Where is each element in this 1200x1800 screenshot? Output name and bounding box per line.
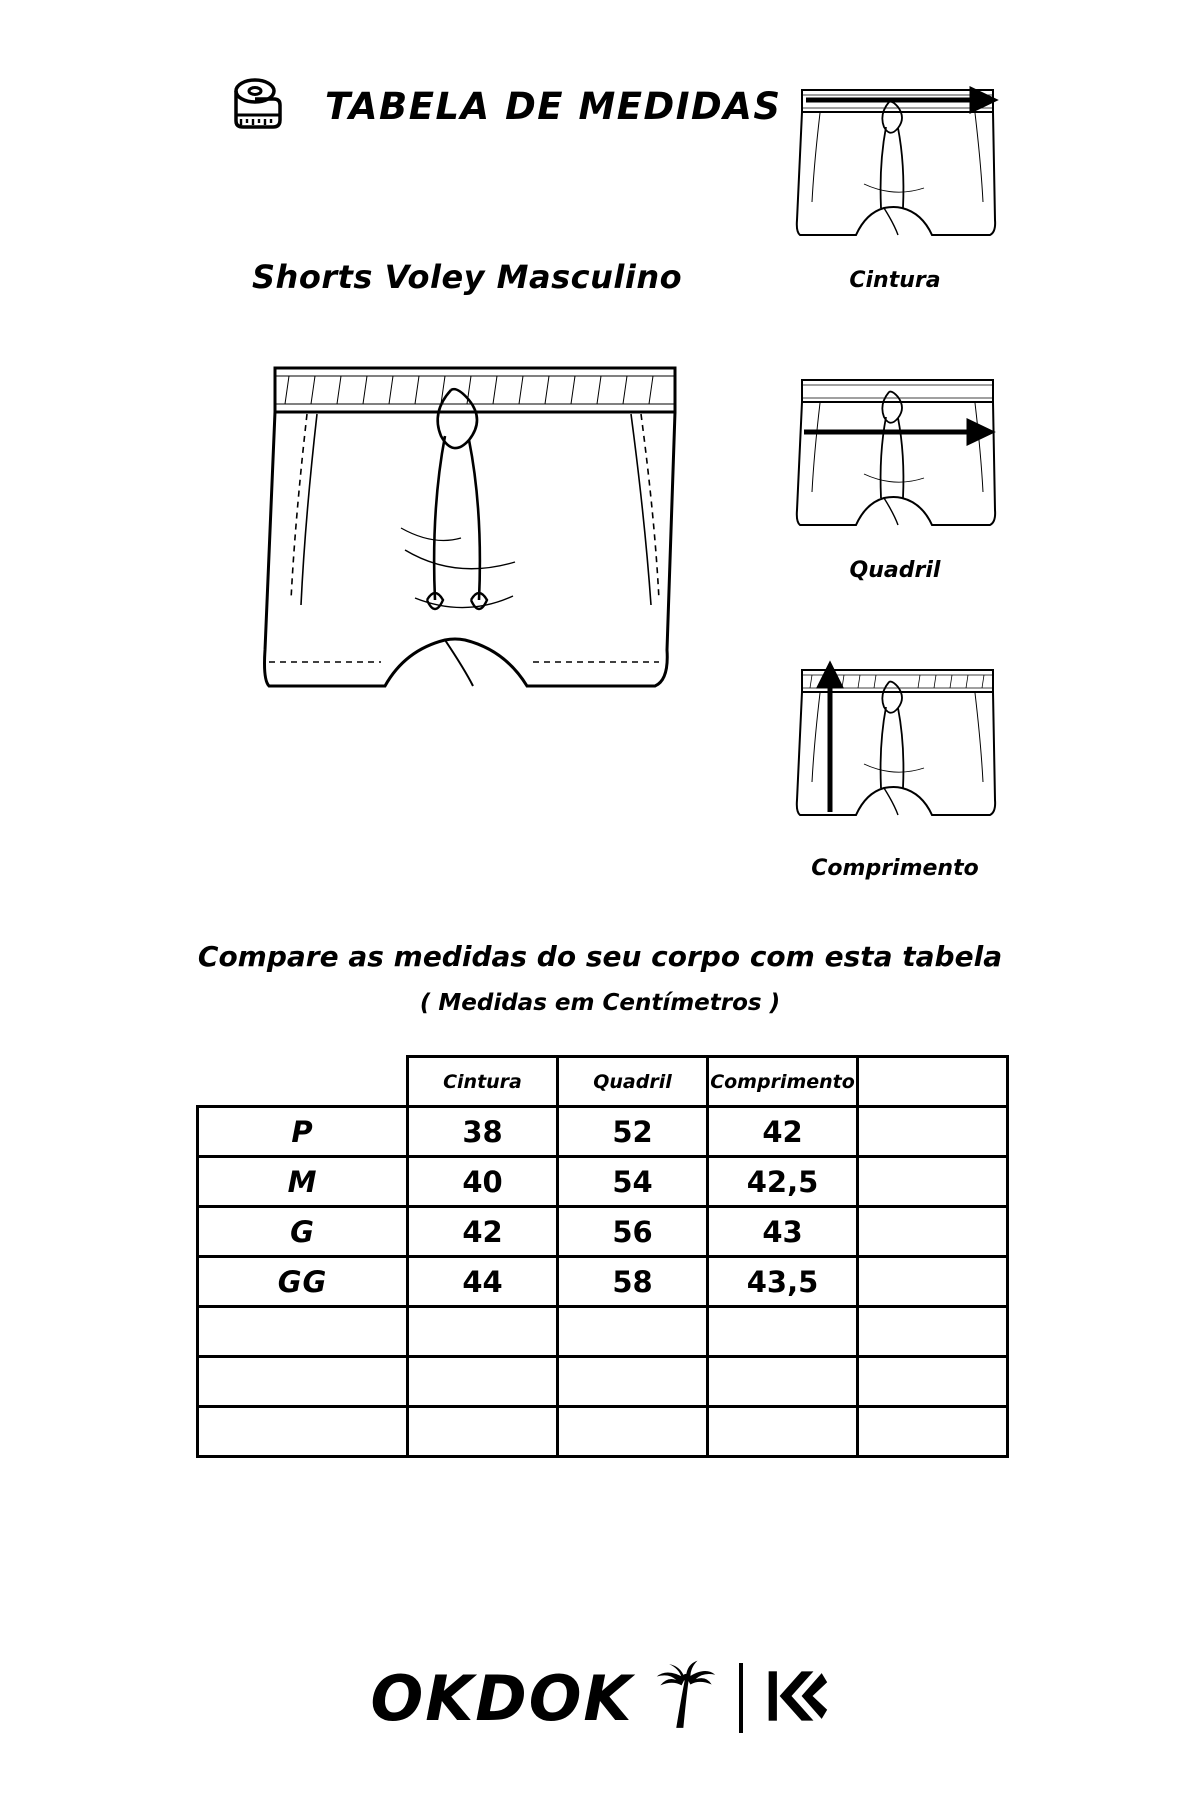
cell-size: M <box>198 1157 408 1207</box>
cell-comprimento <box>708 1407 858 1457</box>
thumb-label-cintura: Cintura <box>849 268 941 293</box>
cell-comprimento: 42,5 <box>708 1157 858 1207</box>
table-row <box>198 1407 1008 1457</box>
cell-quadril: 56 <box>558 1207 708 1257</box>
table-header-cintura: Cintura <box>408 1057 558 1107</box>
cell-size: G <box>198 1207 408 1257</box>
cell-extra <box>858 1407 1008 1457</box>
cell-cintura: 42 <box>408 1207 558 1257</box>
cell-cintura <box>408 1357 558 1407</box>
cell-cintura: 40 <box>408 1157 558 1207</box>
cell-extra <box>858 1357 1008 1407</box>
cell-size <box>198 1407 408 1457</box>
size-table <box>196 1055 1009 1458</box>
cell-cintura: 38 <box>408 1107 558 1157</box>
measuring-tape-icon <box>225 75 299 137</box>
product-title: Shorts Voley Masculino <box>252 258 683 296</box>
cell-comprimento: 43,5 <box>708 1257 858 1307</box>
table-header-comprimento: Comprimento <box>708 1057 858 1107</box>
cell-comprimento: 43 <box>708 1207 858 1257</box>
cell-extra <box>858 1157 1008 1207</box>
shorts-front-view-illustration <box>255 350 695 750</box>
cell-cintura <box>408 1307 558 1357</box>
cell-comprimento: 42 <box>708 1107 858 1157</box>
footer-divider <box>739 1663 743 1733</box>
compare-instruction: Compare as medidas do seu corpo com esta tabela <box>197 940 1003 973</box>
table-row <box>198 1257 1008 1307</box>
table-header-row <box>198 1057 1008 1107</box>
page-title: TABELA DE MEDIDAS <box>325 84 782 128</box>
cell-extra <box>858 1257 1008 1307</box>
units-note: ( Medidas em Centímetros ) <box>419 990 781 1016</box>
table-row <box>198 1107 1008 1157</box>
cell-quadril <box>558 1357 708 1407</box>
thumb-label-comprimento: Comprimento <box>811 856 979 881</box>
cell-size: GG <box>198 1257 408 1307</box>
table-header-corner <box>198 1057 408 1107</box>
cell-quadril: 58 <box>558 1257 708 1307</box>
table-header-quadril: Quadril <box>558 1057 708 1107</box>
okdok-monogram-icon <box>765 1664 829 1732</box>
cell-cintura <box>408 1407 558 1457</box>
cell-comprimento <box>708 1307 858 1357</box>
cell-extra <box>858 1107 1008 1157</box>
cell-quadril: 54 <box>558 1157 708 1207</box>
table-row <box>198 1157 1008 1207</box>
shorts-hip-measure-illustration <box>790 370 1005 545</box>
brand-name: OKDOK <box>370 1661 634 1735</box>
cell-quadril: 52 <box>558 1107 708 1157</box>
footer <box>0 1660 1200 1736</box>
cell-quadril <box>558 1407 708 1457</box>
shorts-waist-measure-illustration <box>790 80 1005 255</box>
cell-cintura: 44 <box>408 1257 558 1307</box>
cell-extra <box>858 1207 1008 1257</box>
cell-comprimento <box>708 1357 858 1407</box>
cell-extra <box>858 1307 1008 1357</box>
thumb-label-quadril: Quadril <box>849 558 941 583</box>
cell-quadril <box>558 1307 708 1357</box>
table-header-extra <box>858 1057 1008 1107</box>
size-table-wrapper <box>196 1055 1006 1458</box>
cell-size <box>198 1307 408 1357</box>
cell-size <box>198 1357 408 1407</box>
table-row <box>198 1207 1008 1257</box>
shorts-length-measure-illustration <box>790 660 1005 835</box>
table-row <box>198 1357 1008 1407</box>
cell-size: P <box>198 1107 408 1157</box>
table-row <box>198 1307 1008 1357</box>
header <box>225 75 782 137</box>
palm-tree-icon <box>655 1660 717 1736</box>
